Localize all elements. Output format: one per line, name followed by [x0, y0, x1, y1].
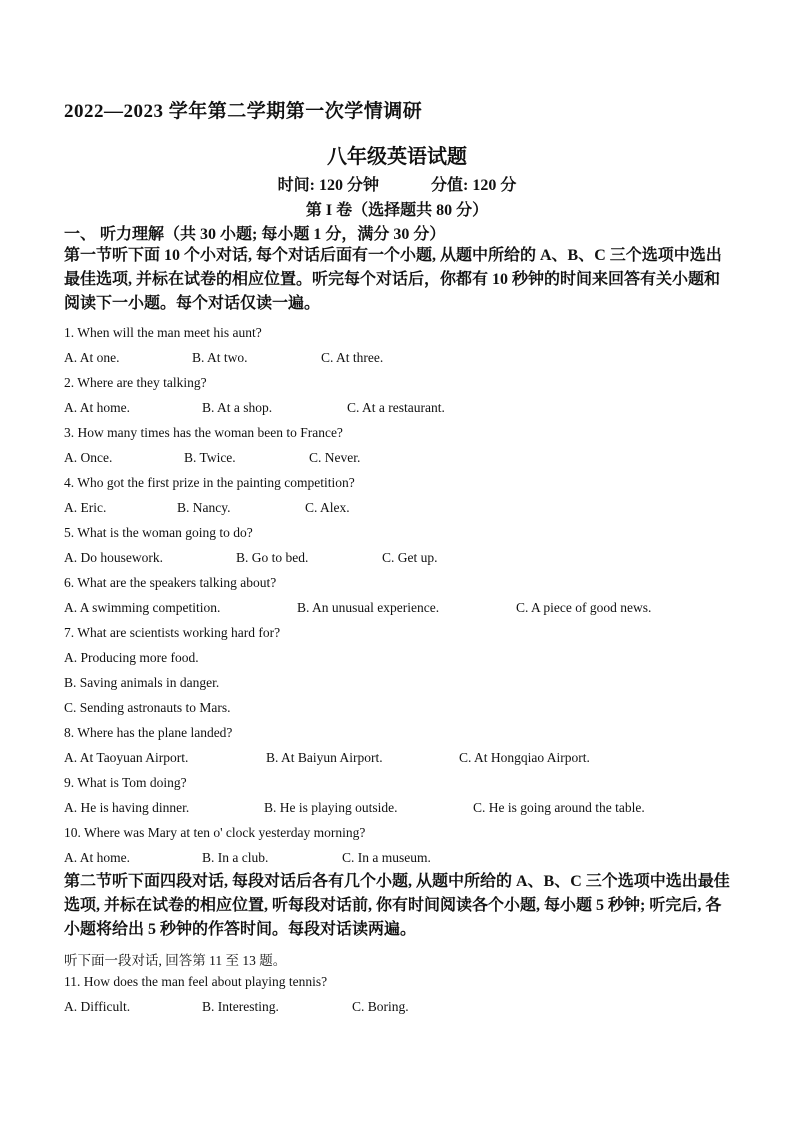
option-b: B. At Baiyun Airport.: [266, 750, 383, 765]
question-3: 3. How many times has the woman been to France?: [64, 425, 343, 440]
dialogue-note: 听下面一段对话, 回答第 11 至 13 题。: [64, 953, 287, 968]
option-a: A. He is having dinner.: [64, 800, 190, 815]
question-11: 11. How does the man feel about playing tennis?: [64, 974, 328, 989]
option-c: C. A piece of good news.: [516, 600, 652, 615]
question-7-option-c: C. Sending astronauts to Mars.: [64, 700, 231, 715]
part1-instruction: 第一节听下面 10 个小对话, 每个对话后面有一个小题, 从题中所给的 A、B、C 三个选项中选出最佳选项, 并标在试卷的相应位置。听完每个对话后，你都有 10 秒钟的时间来回答有关小题和阅读下一小题。每个对话仅读一遍。: [64, 247, 722, 312]
exam-title: 2022—2023 学年第二学期第一次学情调研: [64, 101, 423, 122]
option-b: B. He is playing outside.: [264, 800, 398, 815]
exam-time: 时间: 120 分钟: [277, 177, 379, 194]
option-c: C. At a restaurant.: [347, 400, 445, 415]
option-a: A. Difficult.: [64, 999, 131, 1014]
option-b: B. Interesting.: [202, 999, 279, 1014]
option-b: B. Go to bed.: [236, 550, 309, 565]
volume-heading: 第 I 卷（选择题共 80 分）: [305, 202, 489, 219]
option-c: C. He is going around the table.: [473, 800, 645, 815]
question-10: 10. Where was Mary at ten o' clock yesterday morning?: [64, 825, 366, 840]
question-7-option-a: A. Producing more food.: [64, 650, 199, 665]
option-c: C. Never.: [309, 450, 361, 465]
option-c: C. At three.: [321, 350, 384, 365]
question-6: 6. What are the speakers talking about?: [64, 575, 277, 590]
option-c: C. At Hongqiao Airport.: [459, 750, 590, 765]
option-a: A. A swimming competition.: [64, 600, 221, 615]
option-a: A. Eric.: [64, 500, 107, 515]
option-b: B. At a shop.: [202, 400, 273, 415]
question-2: 2. Where are they talking?: [64, 375, 207, 390]
exam-subtitle: 八年级英语试题: [327, 146, 467, 168]
option-c: C. Alex.: [305, 500, 350, 515]
question-4: 4. Who got the first prize in the painting competition?: [64, 475, 355, 490]
option-a: A. At Taoyuan Airport.: [64, 750, 189, 765]
question-7: 7. What are scientists working hard for?: [64, 625, 281, 640]
option-b: B. In a club.: [202, 850, 269, 865]
option-a: A. At home.: [64, 400, 130, 415]
exam-meta: [0, 172, 794, 195]
option-c: C. In a museum.: [342, 850, 431, 865]
section-title: 一、 听力理解（共 30 小题; 每小题 1 分，满分 30 分）: [64, 226, 446, 243]
question-1: 1. When will the man meet his aunt?: [64, 325, 262, 340]
option-c: C. Boring.: [352, 999, 409, 1014]
option-a: A. Do housework.: [64, 550, 163, 565]
option-b: B. Twice.: [184, 450, 236, 465]
question-5: 5. What is the woman going to do?: [64, 525, 253, 540]
exam-score: 分值: 120 分: [431, 177, 517, 194]
option-a: A. At home.: [64, 850, 130, 865]
question-8: 8. Where has the plane landed?: [64, 725, 233, 740]
option-c: C. Get up.: [382, 550, 438, 565]
question-7-option-b: B. Saving animals in danger.: [64, 675, 220, 690]
option-b: B. At two.: [192, 350, 248, 365]
option-a: A. Once.: [64, 450, 113, 465]
option-b: B. Nancy.: [177, 500, 231, 515]
part2-instruction: 第二节听下面四段对话, 每段对话后各有几个小题, 从题中所给的 A、B、C 三个选项中选出最佳选项, 并标在试卷的相应位置, 听每段对话前, 你有时间阅读各个小题, 每小题 5 秒钟; 听完后, 各小题将给出 5 秒钟的作答时间。每段对话读两遍。: [64, 873, 730, 938]
option-a: A. At one.: [64, 350, 120, 365]
option-b: B. An unusual experience.: [297, 600, 440, 615]
question-9: 9. What is Tom doing?: [64, 775, 187, 790]
